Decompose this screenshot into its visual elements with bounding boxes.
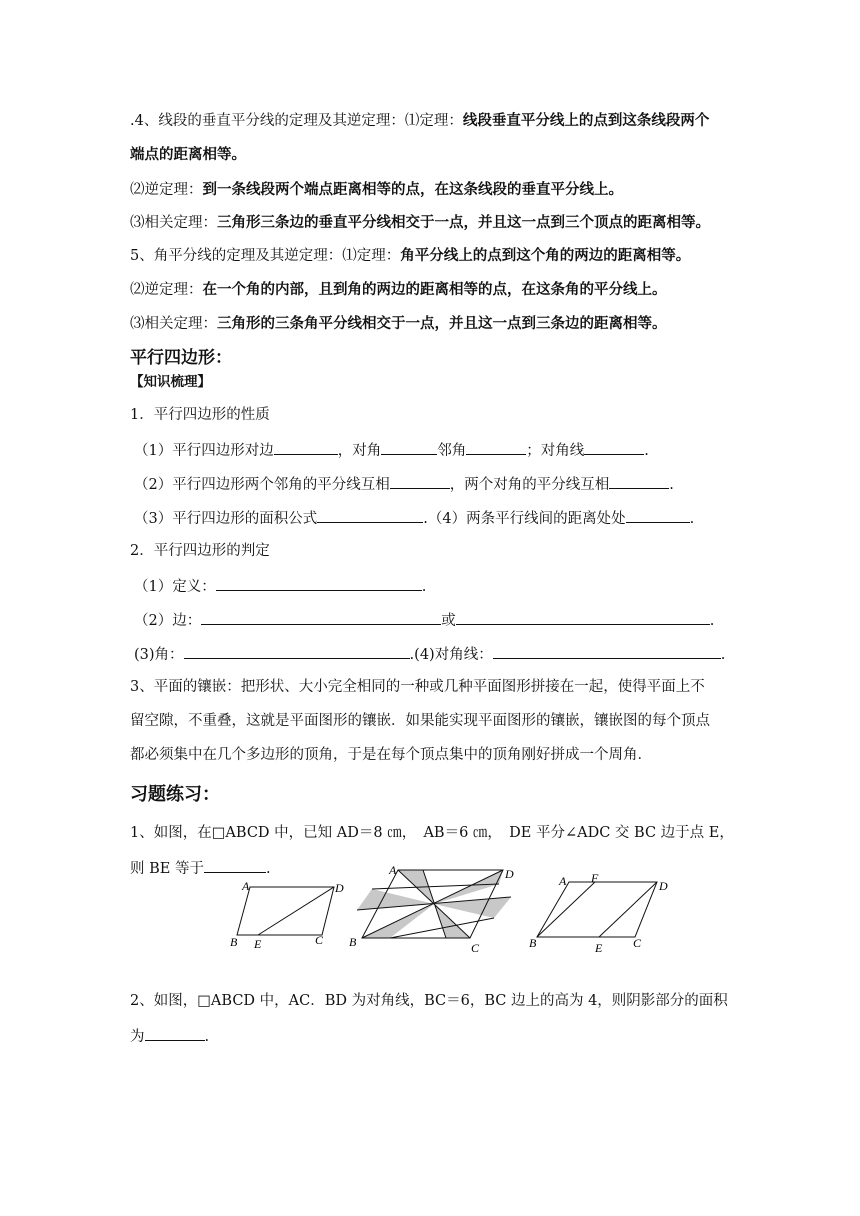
question-1-period: . (265, 861, 271, 877)
theorem-5-related (130, 314, 667, 334)
property-1 (134, 439, 649, 461)
blank (466, 439, 526, 455)
criteria-2-text-a: （2）边： (134, 613, 202, 629)
property-1-text-d: ；对角线 (526, 443, 585, 459)
theorem-4-inverse (130, 180, 623, 200)
figure-3-label-D: D (659, 879, 668, 893)
exercises-heading: 习题练习： (130, 784, 220, 805)
criteria-1-text-b: . (421, 579, 427, 595)
blank (201, 609, 441, 625)
theorem-5-related-label: ⑶相关定理： (130, 316, 217, 332)
figure-1-label-C: C (315, 933, 324, 947)
question-2-line-1: 2、如图，□ABCD 中，AC．BD 为对角线，BC＝6，BC 边上的高为 4，则阴影部分的面积 (130, 993, 728, 1009)
theorem-4-related (130, 213, 710, 233)
blank (317, 507, 423, 523)
question-2-line-2 (130, 1025, 209, 1047)
blank (381, 439, 437, 455)
property-2-text-c: . (669, 477, 674, 493)
theorem-4-related-text: 三角形三条边的垂直平分线相交于一点，并且这一点到三个顶点的距离相等。 (217, 214, 710, 231)
figure-3-label-F: F (591, 871, 599, 885)
tessellation-line-3: 都必须集中在几个多边形的顶角，于是在每个顶点集中的顶角刚好拼成一个周角． (130, 747, 652, 763)
answer-blank (204, 857, 266, 873)
question-1-line-1: 1、如图，在□ABCD 中，已知 AD＝8 ㎝， AB＝6 ㎝， DE 平分∠ADC 交 BC 边于点 E， (130, 825, 734, 841)
criteria-2 (134, 609, 714, 631)
figure-1-outline (237, 887, 334, 935)
property-3 (134, 507, 694, 529)
criteria-1 (134, 575, 426, 597)
property-1-text-a: （1）平行四边形对边 (134, 443, 274, 459)
answer-blank (145, 1025, 205, 1041)
theorem-5-intro: 5、角平分线的定理及其逆定理：⑴定理： (130, 248, 401, 264)
theorem-4-definition-part-a: 线段垂直平分线上的点到这条线段两个 (462, 112, 710, 129)
figure-1-segment-DE (258, 887, 334, 935)
figure-1-parallelogram (228, 878, 358, 950)
theorem-4-definition-part-b: 端点的距离相等。 (130, 146, 246, 163)
criteria-3-text-b: .(4)对角线： (409, 647, 493, 663)
question-1-line-2 (130, 857, 271, 879)
question-2-text: 为 (130, 1029, 145, 1045)
blank (584, 439, 644, 455)
theorem-5-line-1 (130, 246, 690, 266)
figure-3-label-E: E (595, 941, 603, 954)
blank (274, 439, 338, 455)
criteria-2-text-b: 或 (441, 613, 456, 629)
theorem-5-inverse (130, 280, 667, 300)
property-1-text-c: 邻角 (437, 443, 467, 459)
criteria-2-text-c: . (709, 613, 715, 629)
theorem-4-inverse-label: ⑵逆定理： (130, 182, 203, 198)
criteria-1-text-a: （1）定义： (134, 579, 216, 595)
figure-1-label-A: A (242, 879, 250, 893)
property-1-text-b: ，对角 (337, 443, 382, 459)
blank (390, 473, 450, 489)
criteria-3-text-c: . (720, 647, 726, 663)
figure-3-segment-BF (537, 882, 595, 937)
blank (493, 643, 721, 659)
blank (216, 575, 422, 591)
theorem-4-related-label: ⑶相关定理： (130, 215, 217, 231)
property-2-text-a: （2）平行四边形两个邻角的平分线互相 (134, 477, 390, 493)
figure-3-parallelogram (525, 870, 680, 954)
figure-2-label-A: A (389, 863, 397, 877)
theorem-4-line-1 (130, 111, 709, 131)
blank (626, 507, 690, 523)
property-3-text-c: . (689, 511, 695, 527)
theorem-5-related-text: 三角形的三条角平分线相交于一点，并且这一点到三条边的距离相等。 (217, 315, 667, 332)
figure-1-label-B: B (230, 935, 238, 949)
figure-3-label-A: A (559, 874, 567, 888)
property-2 (134, 473, 674, 495)
theorem-4-intro: .4、线段的垂直平分线的定理及其逆定理：⑴定理： (130, 113, 463, 129)
question-2-period: . (204, 1029, 210, 1045)
figure-3-label-B: B (529, 936, 537, 950)
parallelogram-heading: 平行四边形： (130, 348, 232, 368)
property-3-text-a: （3）平行四边形的面积公式 (134, 511, 318, 527)
theorem-5-inverse-text: 在一个角的内部，且到角的两边的距离相等的点，在这条角的平分线上。 (202, 281, 667, 298)
figure-3-outline (537, 882, 657, 937)
figure-1-label-E: E (254, 937, 262, 950)
properties-title: 1．平行四边形的性质 (130, 407, 270, 423)
knowledge-heading: 【知识梳理】 (130, 374, 211, 390)
property-2-text-b: ，两个对角的平分线互相 (449, 477, 610, 493)
figure-2-shaded-parallelogram (345, 862, 525, 954)
blank (456, 609, 710, 625)
theorem-5-inverse-label: ⑵逆定理： (130, 282, 203, 298)
figure-3-segment-DE (599, 882, 657, 937)
criteria-3-text-a: (3)角： (134, 647, 184, 663)
criteria-3 (134, 643, 725, 665)
figure-3-label-C: C (633, 936, 642, 950)
question-1-text: 则 BE 等于 (130, 861, 204, 877)
theorem-4-inverse-text: 到一条线段两个端点距离相等的点，在这条线段的垂直平分线上。 (202, 181, 623, 198)
blank (184, 643, 410, 659)
property-3-text-b: .（4）两条平行线间的距离处处 (423, 511, 626, 527)
figure-1-label-D: D (335, 881, 344, 895)
figure-2-label-B: B (349, 935, 357, 949)
tessellation-line-1: 3、平面的镶嵌：把形状、大小完全相同的一种或几种平面图形拼接在一起，使得平面上不 (130, 679, 705, 695)
criteria-title: 2．平行四边形的判定 (130, 543, 270, 559)
tessellation-line-2: 留空隙，不重叠，这就是平面图形的镶嵌．如果能实现平面图形的镶嵌，镶嵌图的每个顶点 (130, 713, 710, 729)
figure-2-label-C: C (471, 941, 480, 954)
property-1-text-e: . (644, 443, 649, 459)
blank (609, 473, 669, 489)
theorem-5-definition: 角平分线上的点到这个角的两边的距离相等。 (400, 247, 691, 264)
figure-2-label-D: D (505, 867, 514, 881)
